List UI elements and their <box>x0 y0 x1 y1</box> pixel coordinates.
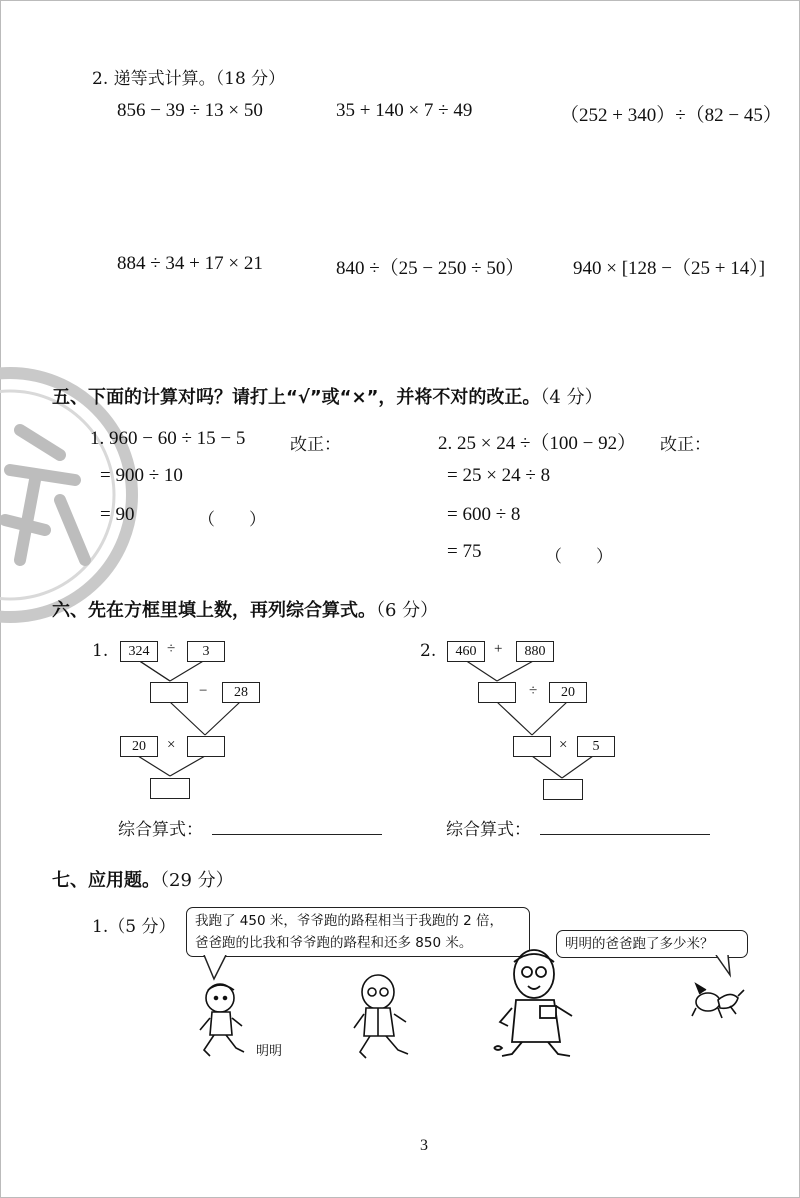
number-box: 28 <box>222 682 260 703</box>
heading-points: （29 分） <box>160 870 234 891</box>
formula-answer-line[interactable] <box>540 834 710 835</box>
diagram-2-label: 2. <box>420 641 437 661</box>
correction-label: 改正： <box>290 435 341 455</box>
operator: ÷ <box>529 683 538 699</box>
expression: 35 + 140 × 7 ÷ 49 <box>336 100 473 121</box>
name-label: 明明 <box>256 1044 283 1059</box>
bubble-line: 爸爸跑的比我和爷爷跑的路程和还多 850 米。 <box>195 935 473 951</box>
dog-illustration <box>690 976 746 1024</box>
number-box: 3 <box>187 641 225 662</box>
problem-1-step: = 900 ÷ 10 <box>100 465 183 486</box>
boy-runner-illustration <box>196 980 256 1062</box>
empty-result-box[interactable] <box>543 779 583 800</box>
answer-blank[interactable]: （ ） <box>545 547 613 567</box>
bubble-line: 我跑了 450 米，爷爷跑的路程相当于我跑的 2 倍， <box>195 913 504 929</box>
bubble-line: 明明的爸爸跑了多少米？ <box>565 936 714 952</box>
operator: × <box>559 737 568 753</box>
question-1-label: 1.（5 分） <box>92 917 176 937</box>
number-box: 20 <box>549 682 587 703</box>
operator: ÷ <box>167 641 176 657</box>
number-box: 20 <box>120 736 158 757</box>
page-number: 3 <box>420 1137 428 1154</box>
problem-1-step: = 90 <box>100 504 135 525</box>
problem-1-expression: 1. 960 − 60 ÷ 15 − 5 <box>90 428 246 449</box>
empty-fill-box[interactable] <box>150 682 188 703</box>
number-box: 5 <box>577 736 615 757</box>
empty-fill-box[interactable] <box>187 736 225 757</box>
diagram-1-label: 1. <box>92 641 109 661</box>
formula-answer-line[interactable] <box>212 834 382 835</box>
grandpa-runner-illustration <box>348 972 418 1062</box>
number-box: 460 <box>447 641 485 662</box>
heading-text: 五、下面的计算对吗？请打上“√”或“×”，并将不对的改正。 <box>52 387 541 408</box>
problem-2-step: = 25 × 24 ÷ 8 <box>447 465 551 486</box>
formula-label: 综合算式： <box>118 820 203 840</box>
answer-blank[interactable]: （ ） <box>198 510 266 530</box>
empty-fill-box[interactable] <box>478 682 516 703</box>
section-heading-word-problems <box>52 866 234 892</box>
number-box: 324 <box>120 641 158 662</box>
operator: + <box>494 641 503 657</box>
empty-result-box[interactable] <box>150 778 190 799</box>
expression: 856 − 39 ÷ 13 × 50 <box>117 100 263 121</box>
expression: 884 ÷ 34 + 17 × 21 <box>117 253 263 274</box>
problem-2-step: = 75 <box>447 541 482 562</box>
heading-points: （4 分） <box>540 387 603 408</box>
correction-label: 改正： <box>660 435 711 455</box>
heading-points: （6 分） <box>376 600 439 621</box>
operator: − <box>199 683 208 699</box>
section-title-calculation: 2. 递等式计算。（18 分） <box>92 69 286 89</box>
expression: （252 + 340）÷（82 − 45） <box>560 105 782 126</box>
expression: 840 ÷（25 − 250 ÷ 50） <box>336 258 525 279</box>
speech-bubble-mingming <box>186 907 530 957</box>
speech-bubble-question <box>556 930 748 958</box>
heading-text: 七、应用题。 <box>52 870 160 891</box>
problem-2-step: = 600 ÷ 8 <box>447 504 521 525</box>
operator: × <box>167 737 176 753</box>
empty-fill-box[interactable] <box>513 736 551 757</box>
number-box: 880 <box>516 641 554 662</box>
heading-text: 六、先在方框里填上数，再列综合算式。 <box>52 600 376 621</box>
expression: 940 × [128 −（25 + 14）] <box>573 258 766 279</box>
father-runner-illustration <box>492 946 582 1066</box>
formula-label: 综合算式： <box>446 820 531 840</box>
problem-2-expression: 2. 25 × 24 ÷（100 − 92） <box>438 433 637 454</box>
